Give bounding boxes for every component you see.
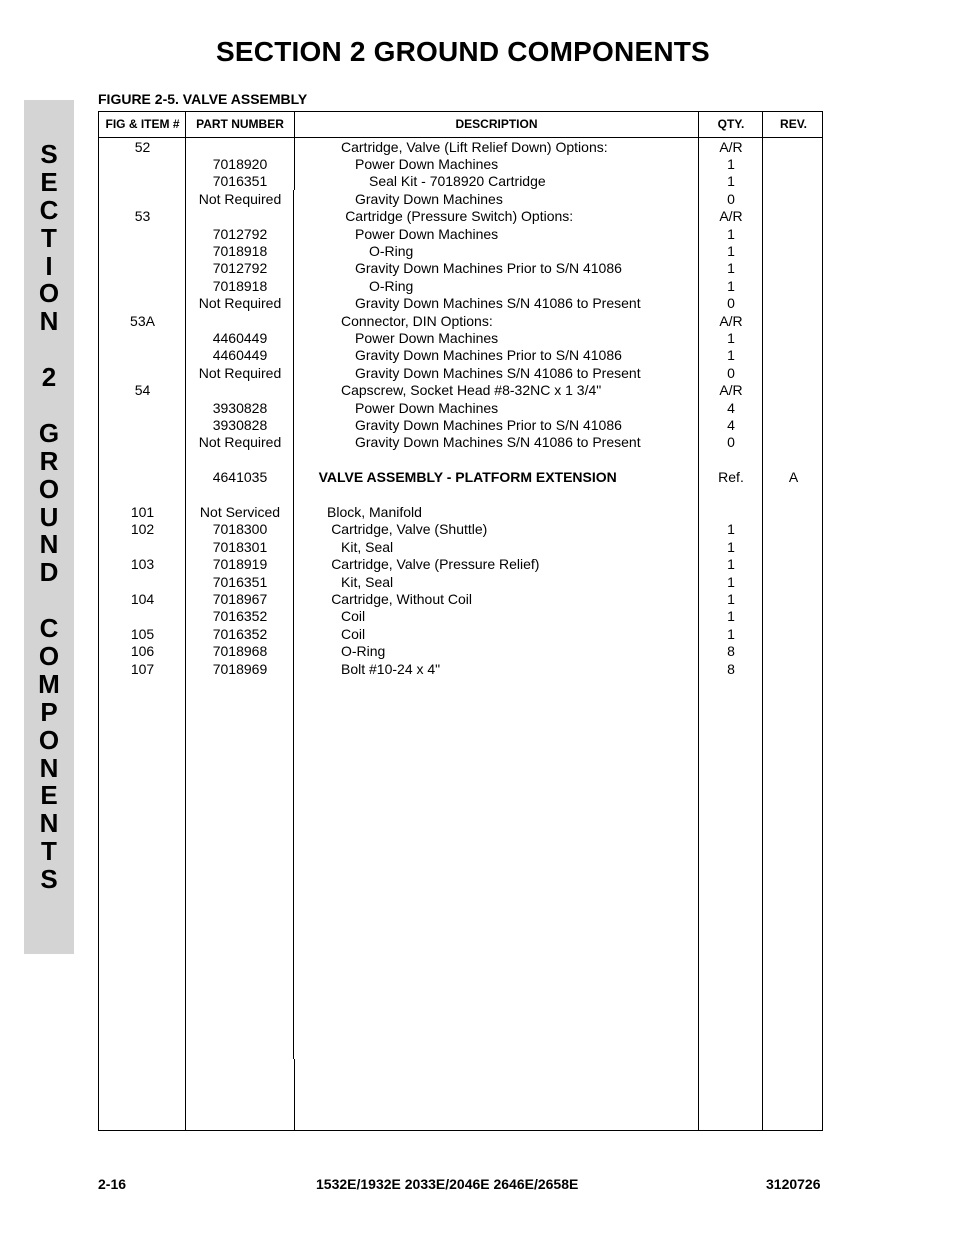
table-row (99, 295, 822, 312)
table-row (99, 139, 822, 156)
description-cell: Gravity Down Machines S/N 41086 to Present (355, 364, 641, 381)
side-tab-letter: R (39, 445, 59, 476)
table-row (99, 591, 822, 608)
col-header-description: DESCRIPTION (455, 117, 538, 131)
column-divider (294, 1059, 295, 1130)
side-tab-letter (24, 587, 74, 615)
part-number-cell: 7018300 (212, 521, 268, 538)
qty-cell: 1 (727, 347, 735, 364)
table-row (99, 243, 822, 260)
side-tab-letter: T (41, 222, 57, 253)
side-tab-letter: N (39, 306, 59, 337)
description-cell: Seal Kit - 7018920 Cartridge (369, 173, 546, 190)
qty-cell: 1 (727, 608, 735, 625)
description-cell: Cartridge, Without Coil (331, 590, 473, 607)
qty-cell: 1 (727, 556, 735, 573)
table-row (99, 347, 822, 364)
item-cell: 54 (134, 382, 151, 399)
side-tab-letter: C (39, 194, 59, 225)
table-row (99, 313, 822, 330)
side-tab-letter: O (38, 473, 60, 504)
description-cell: Bolt #10-24 x 4" (341, 660, 441, 677)
description-cell: Power Down Machines (355, 329, 499, 346)
qty-cell: 4 (727, 399, 735, 416)
side-tab-letter: O (38, 278, 60, 309)
item-cell: 53 (134, 208, 151, 225)
table-row (99, 452, 822, 469)
part-number-cell: 7018918 (212, 242, 268, 259)
qty-cell: A/R (719, 312, 743, 329)
part-number-cell: 7018919 (212, 556, 268, 573)
table-row (99, 521, 822, 538)
table-row (99, 504, 822, 521)
part-number-cell: 7016351 (212, 173, 268, 190)
part-number-cell: 7018969 (212, 660, 268, 677)
description-cell: Cartridge, Valve (Lift Relief Down) Options: (341, 138, 608, 155)
description-cell: Gravity Down Machines S/N 41086 to Present (355, 434, 641, 451)
part-number-cell: 4460449 (212, 329, 268, 346)
qty-cell: 1 (727, 521, 735, 538)
item-cell: 105 (130, 625, 155, 642)
part-number-cell: 7012792 (212, 260, 268, 277)
qty-cell: 1 (727, 225, 735, 242)
rev-cell: A (788, 469, 799, 486)
description-cell: Power Down Machines (355, 155, 499, 172)
page-number: 2-16 (98, 1176, 127, 1192)
part-number-cell: 7016352 (212, 625, 268, 642)
part-number-cell: 7016351 (212, 573, 268, 590)
qty-cell: 1 (727, 329, 735, 346)
side-tab-letter: S (40, 139, 58, 169)
item-cell: 106 (130, 643, 155, 660)
part-number-cell: Not Required (198, 190, 282, 207)
part-number-cell: 3930828 (212, 416, 268, 433)
table-row (99, 434, 822, 451)
table-row (99, 365, 822, 382)
table-row (99, 469, 822, 486)
qty-cell: 0 (727, 364, 735, 381)
qty-cell: Ref. (718, 469, 744, 486)
side-tab-letter: S (40, 864, 58, 895)
table-row (99, 487, 822, 504)
side-tab-letter: O (38, 724, 60, 755)
description-cell: Gravity Down Machines (355, 190, 503, 207)
side-tab-letter: E (40, 780, 58, 811)
qty-cell: A/R (719, 382, 743, 399)
table-row (99, 608, 822, 625)
part-number-cell: 4641035 (212, 469, 268, 486)
description-cell: Coil (341, 608, 366, 625)
item-cell: 102 (130, 521, 155, 538)
side-tab-letter: T (41, 836, 57, 867)
qty-cell: 1 (727, 538, 735, 555)
description-cell: Connector, DIN Options: (341, 312, 493, 329)
side-tab-letter: M (38, 668, 60, 699)
part-number-cell: Not Serviced (199, 503, 281, 520)
table-row (99, 417, 822, 434)
qty-cell: A/R (719, 208, 743, 225)
part-number-cell: Not Required (198, 364, 282, 381)
model-numbers: 1532E/1932E 2033E/2046E 2646E/2658E (316, 1176, 579, 1192)
side-tab-letter: P (40, 696, 58, 727)
table-row (99, 661, 822, 678)
qty-cell: 0 (727, 434, 735, 451)
table-row (99, 191, 822, 208)
qty-cell: 0 (727, 295, 735, 312)
table-row (99, 278, 822, 295)
qty-cell: A/R (719, 138, 743, 155)
side-tab-letter: C (39, 613, 59, 644)
section-side-tab (24, 100, 74, 954)
qty-cell: 1 (727, 590, 735, 607)
qty-cell: 8 (727, 660, 735, 677)
description-cell: Power Down Machines (355, 399, 499, 416)
figure-title: FIGURE 2-5. VALVE ASSEMBLY (98, 91, 308, 107)
qty-cell: 1 (727, 242, 735, 259)
item-cell: 104 (130, 590, 155, 607)
qty-cell: 1 (727, 155, 735, 172)
item-cell: 101 (130, 503, 155, 520)
side-tab-letter: E (40, 166, 58, 197)
part-number-cell: 7018967 (212, 590, 268, 607)
qty-cell: 1 (727, 277, 735, 294)
part-number-cell: 7018920 (212, 155, 268, 172)
description-cell: Capscrew, Socket Head #8-32NC x 1 3/4" (341, 382, 602, 399)
side-tab-letter: I (45, 250, 53, 281)
item-cell: 107 (130, 660, 155, 677)
table-row (99, 400, 822, 417)
description-cell: O-Ring (369, 277, 414, 294)
qty-cell: 0 (727, 190, 735, 207)
side-tab-letter: N (39, 752, 59, 783)
part-number-cell: 7016352 (212, 608, 268, 625)
table-row (99, 226, 822, 243)
item-cell: 103 (130, 556, 155, 573)
part-number-cell: 4460449 (212, 347, 268, 364)
table-row (99, 539, 822, 556)
description-cell: Gravity Down Machines Prior to S/N 41086 (355, 347, 622, 364)
side-tab-letter: D (39, 557, 59, 588)
side-tab-letter (24, 336, 74, 364)
table-row (99, 556, 822, 573)
part-number-cell: Not Required (198, 295, 282, 312)
part-number-cell: 3930828 (212, 399, 268, 416)
description-cell: O-Ring (341, 643, 386, 660)
col-header-fig-item: FIG & ITEM # (105, 117, 180, 131)
table-row (99, 156, 822, 173)
description-cell: Gravity Down Machines S/N 41086 to Present (355, 295, 641, 312)
description-cell: Power Down Machines (355, 225, 499, 242)
table-header (99, 112, 822, 138)
side-tab-letter: N (39, 529, 59, 560)
table-row (99, 574, 822, 591)
qty-cell: 8 (727, 643, 735, 660)
description-cell: O-Ring (369, 242, 414, 259)
description-cell: Gravity Down Machines Prior to S/N 41086 (355, 260, 622, 277)
table-row (99, 330, 822, 347)
part-number-cell: 7018918 (212, 277, 268, 294)
col-header-part-number: PART NUMBER (196, 117, 284, 131)
side-tab-letter: G (38, 417, 60, 448)
qty-cell: 1 (727, 573, 735, 590)
table-row (99, 173, 822, 190)
qty-cell: 1 (727, 260, 735, 277)
document-number: 3120726 (766, 1176, 821, 1192)
table-row (99, 260, 822, 277)
col-header-qty: QTY. (717, 117, 745, 131)
side-tab-letter: O (38, 641, 60, 672)
section-title: SECTION 2 GROUND COMPONENTS (216, 36, 710, 67)
table-row (99, 208, 822, 225)
description-cell: Block, Manifold (327, 503, 422, 520)
description-cell: Cartridge (Pressure Switch) Options: (345, 208, 574, 225)
table-row (99, 382, 822, 399)
part-number-cell: Not Required (198, 434, 282, 451)
table-row (99, 643, 822, 660)
description-cell: VALVE ASSEMBLY - PLATFORM EXTENSION (318, 469, 617, 486)
description-cell: Cartridge, Valve (Shuttle) (331, 521, 488, 538)
qty-cell: 1 (727, 173, 735, 190)
side-tab-letter (24, 392, 74, 420)
part-number-cell: 7018968 (212, 643, 268, 660)
part-number-cell: 7018301 (212, 538, 268, 555)
qty-cell: 4 (727, 416, 735, 433)
description-cell: Gravity Down Machines Prior to S/N 41086 (355, 416, 622, 433)
table-row (99, 626, 822, 643)
side-tab-letter: U (39, 501, 59, 532)
side-tab-letters (24, 141, 74, 894)
col-header-rev: REV. (780, 117, 807, 131)
part-number-cell: 7012792 (212, 225, 268, 242)
parts-table (98, 111, 823, 1131)
side-tab-letter: N (39, 808, 59, 839)
item-cell: 53A (130, 312, 155, 329)
description-cell: Coil (341, 625, 366, 642)
qty-cell: 1 (727, 625, 735, 642)
description-cell: Kit, Seal (341, 538, 394, 555)
item-cell: 52 (134, 138, 151, 155)
description-cell: Kit, Seal (341, 573, 394, 590)
side-tab-letter: 2 (41, 362, 57, 393)
description-cell: Cartridge, Valve (Pressure Relief) (331, 556, 540, 573)
